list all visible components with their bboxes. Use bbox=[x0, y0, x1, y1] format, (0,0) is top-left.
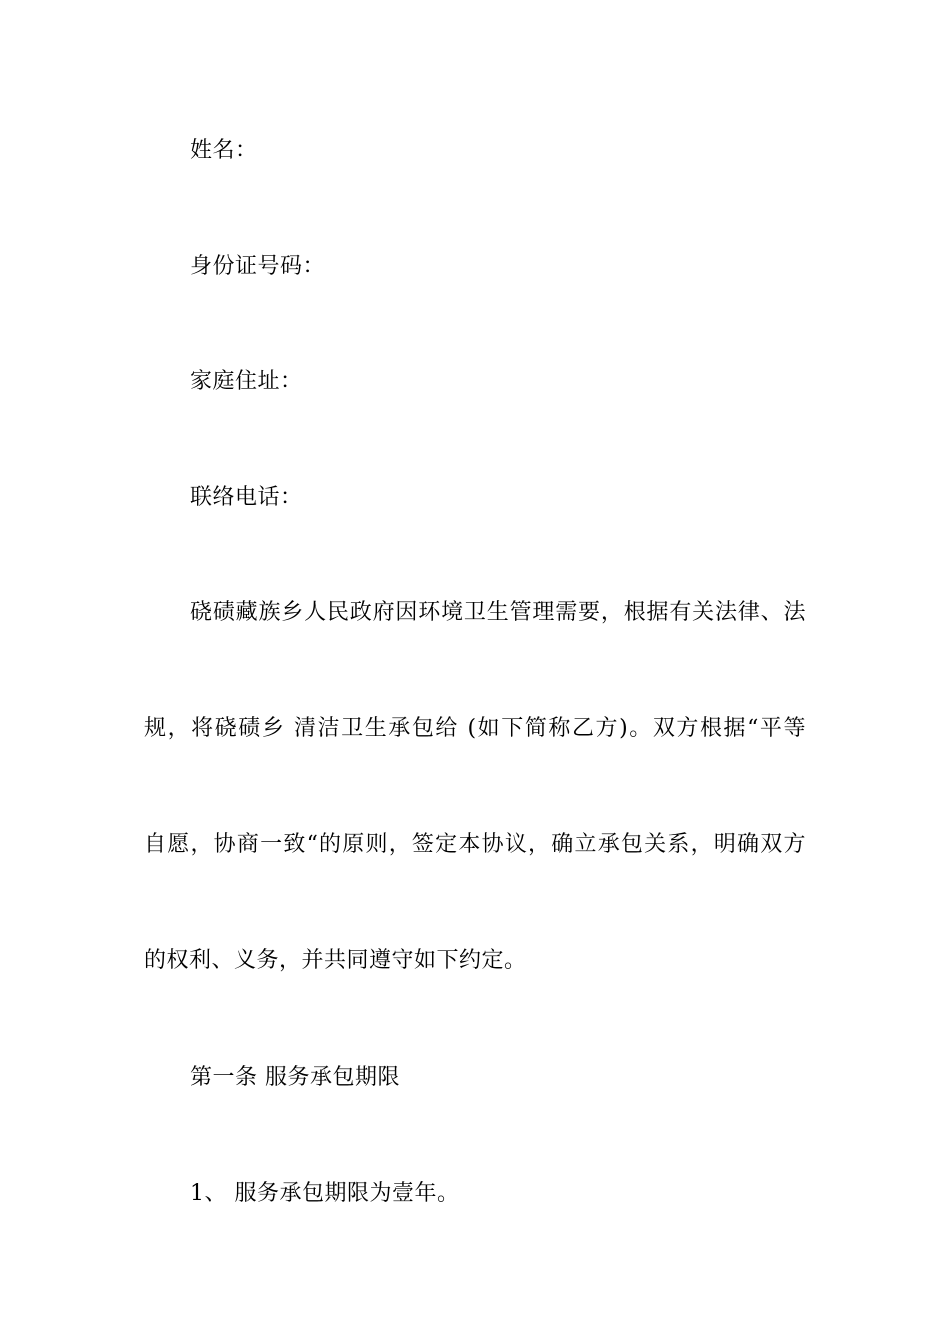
name-label: 姓名： bbox=[190, 138, 258, 163]
preamble-line-4: 的权利、义务，并共同遵守如下约定。 bbox=[144, 948, 527, 973]
article-1-item-1: 1、 服务承包期限为壹年。 bbox=[190, 1181, 460, 1206]
preamble-line-1: 硗碛藏族乡人民政府因环境卫生管理需要，根据有关法律、法 bbox=[190, 600, 806, 625]
id-number-label: 身份证号码： bbox=[190, 254, 326, 279]
article-1-heading: 第一条 服务承包期限 bbox=[190, 1065, 400, 1090]
home-address-label: 家庭住址： bbox=[190, 369, 303, 394]
preamble-line-3: 自愿，协商一致“的原则，签定本协议，确立承包关系，明确双方 bbox=[144, 832, 806, 857]
contact-phone-label: 联络电话： bbox=[190, 485, 303, 510]
preamble-line-2: 规，将硗碛乡 清洁卫生承包给 (如下简称乙方)。双方根据“平等 bbox=[144, 716, 806, 741]
